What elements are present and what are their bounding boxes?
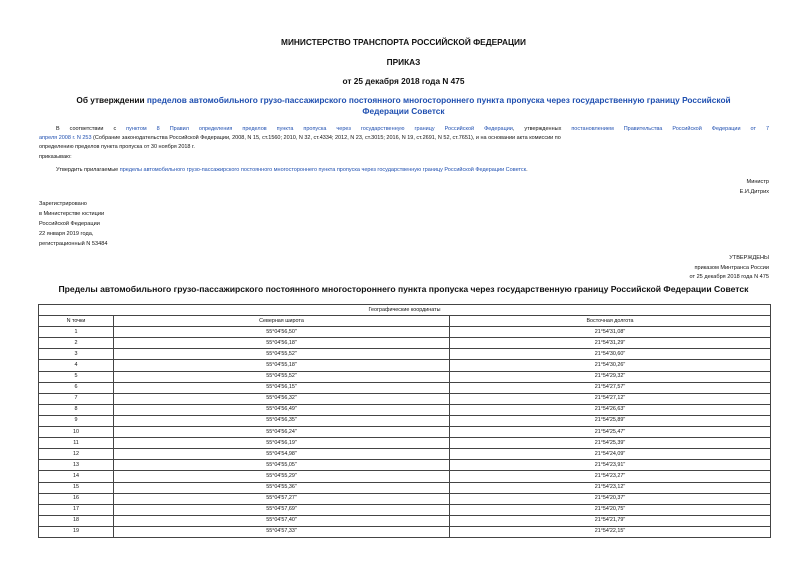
cell-latitude: 55°04'56,50" xyxy=(114,327,450,338)
table-header-row xyxy=(39,316,771,327)
cell-point-number: 17 xyxy=(39,504,114,515)
cell-point-number: 6 xyxy=(39,382,114,393)
table-group-header-row xyxy=(39,305,771,316)
table-row xyxy=(39,393,771,404)
table-row xyxy=(39,338,771,349)
cell-point-number: 12 xyxy=(39,449,114,460)
table-row xyxy=(39,515,771,526)
column-header-latitude: Северная широта xyxy=(114,316,450,327)
cell-point-number: 4 xyxy=(39,360,114,371)
approved-line3: от 25 декабря 2018 года N 475 xyxy=(689,274,769,280)
cell-latitude: 55°04'56,19" xyxy=(114,438,450,449)
cell-longitude: 21°54'22,15" xyxy=(450,526,771,537)
coordinates-table xyxy=(38,304,771,538)
cell-latitude: 55°04'56,15" xyxy=(114,382,450,393)
order-title-link[interactable]: пределов автомобильного грузо-пассажирского постоянного многостороннего пункта пропуска через государственную границу Российской xyxy=(146,95,731,105)
cell-longitude: 21°54'30,60" xyxy=(450,349,771,360)
cell-point-number: 5 xyxy=(39,371,114,382)
table-row xyxy=(39,349,771,360)
cell-longitude: 21°54'31,29" xyxy=(450,338,771,349)
order-title-prefix: Об утверждении xyxy=(76,95,147,105)
order-title-line1 xyxy=(0,95,807,105)
cell-point-number: 3 xyxy=(39,349,114,360)
signature-name: Е.И.Дитрих xyxy=(739,189,769,195)
cell-point-number: 7 xyxy=(39,393,114,404)
preamble-text: (Собрание законодательства Российской Федерации, 2008, N 15, ст.1560; 2010, N 32, ст.4334; 2012, N 23, ст.3015; 2016, N 19, ст.2691, N 52, ст.7651), и на основании акта комиссии по xyxy=(91,135,561,141)
cell-longitude: 21°54'20,37" xyxy=(450,493,771,504)
cell-point-number: 14 xyxy=(39,471,114,482)
cell-longitude: 21°54'27,12" xyxy=(450,393,771,404)
table-row xyxy=(39,482,771,493)
column-header-number: N точки xyxy=(39,316,114,327)
cell-point-number: 16 xyxy=(39,493,114,504)
ministry-heading: МИНИСТЕРСТВО ТРАНСПОРТА РОССИЙСКОЙ ФЕДЕРАЦИИ xyxy=(281,37,526,47)
order-heading: ПРИКАЗ xyxy=(386,57,421,67)
cell-longitude: 21°54'23,27" xyxy=(450,471,771,482)
cell-longitude: 21°54'29,32" xyxy=(450,371,771,382)
government-decree-link-cont[interactable]: апреля 2008 г. N 253 xyxy=(39,135,92,141)
order-title-link-cont[interactable]: Федерации Советск xyxy=(362,106,445,116)
table-group-header: Географические координаты xyxy=(39,305,771,316)
cell-latitude: 55°04'57,69" xyxy=(114,504,450,515)
government-decree-link[interactable]: постановлением Правительства Российской Федерации от 7 xyxy=(571,126,770,132)
cell-longitude: 21°54'31,08" xyxy=(450,327,771,338)
table-row xyxy=(39,438,771,449)
orders-word: приказываю: xyxy=(39,154,72,160)
cell-latitude: 55°04'57,40" xyxy=(114,515,450,526)
cell-point-number: 2 xyxy=(39,338,114,349)
cell-latitude: 55°04'56,18" xyxy=(114,338,450,349)
preamble-line2 xyxy=(39,134,769,143)
cell-latitude: 55°04'57,33" xyxy=(114,526,450,537)
registration-line2: в Министерстве юстиции xyxy=(39,211,105,217)
order-date-number: от 25 декабря 2018 года N 475 xyxy=(342,76,465,86)
cell-latitude: 55°04'55,18" xyxy=(114,360,450,371)
table-row xyxy=(39,493,771,504)
table-row xyxy=(39,449,771,460)
table-row xyxy=(39,415,771,426)
preamble-line3: определению пределов пункта пропуска от 30 ноября 2018 г. xyxy=(39,144,195,150)
table-row xyxy=(39,382,771,393)
cell-latitude: 55°04'57,27" xyxy=(114,493,450,504)
preamble-text: В соответствии с xyxy=(56,126,127,132)
cell-point-number: 15 xyxy=(39,482,114,493)
cell-latitude: 55°04'56,24" xyxy=(114,427,450,438)
cell-longitude: 21°54'21,79" xyxy=(450,515,771,526)
cell-longitude: 21°54'25,39" xyxy=(450,438,771,449)
cell-point-number: 19 xyxy=(39,526,114,537)
approved-line2: приказом Минтранса России xyxy=(694,265,769,271)
cell-longitude: 21°54'24,09" xyxy=(450,449,771,460)
cell-point-number: 9 xyxy=(39,415,114,426)
cell-longitude: 21°54'20,75" xyxy=(450,504,771,515)
cell-longitude: 21°54'27,57" xyxy=(450,382,771,393)
table-row xyxy=(39,404,771,415)
cell-latitude: 55°04'55,52" xyxy=(114,371,450,382)
cell-latitude: 55°04'55,36" xyxy=(114,482,450,493)
table-row xyxy=(39,371,771,382)
preamble-line1 xyxy=(39,125,769,134)
registration-line3: Российской Федерации xyxy=(39,221,100,227)
signature-position: Министр xyxy=(746,179,769,185)
table-row xyxy=(39,504,771,515)
cell-longitude: 21°54'23,91" xyxy=(450,460,771,471)
table-row xyxy=(39,460,771,471)
preamble-text: , утвержденных xyxy=(512,126,572,132)
cell-latitude: 55°04'56,49" xyxy=(114,404,450,415)
cell-latitude: 55°04'55,52" xyxy=(114,349,450,360)
cell-latitude: 55°04'55,29" xyxy=(114,471,450,482)
cell-longitude: 21°54'25,89" xyxy=(450,415,771,426)
registration-line5: регистрационный N 53484 xyxy=(39,241,108,247)
approve-sentence xyxy=(56,166,776,175)
cell-latitude: 55°04'55,05" xyxy=(114,460,450,471)
cell-point-number: 13 xyxy=(39,460,114,471)
cell-point-number: 8 xyxy=(39,404,114,415)
cell-latitude: 55°04'56,32" xyxy=(114,393,450,404)
table-row xyxy=(39,427,771,438)
cell-point-number: 18 xyxy=(39,515,114,526)
approve-text: . xyxy=(526,167,528,173)
approve-text: Утвердить прилагаемые xyxy=(56,167,120,173)
cell-point-number: 11 xyxy=(39,438,114,449)
cell-latitude: 55°04'54,98" xyxy=(114,449,450,460)
cell-longitude: 21°54'26,63" xyxy=(450,404,771,415)
cell-latitude: 55°04'56,35" xyxy=(114,415,450,426)
column-header-longitude: Восточная долгота xyxy=(450,316,771,327)
table-row xyxy=(39,327,771,338)
cell-longitude: 21°54'25,47" xyxy=(450,427,771,438)
cell-point-number: 1 xyxy=(39,327,114,338)
approved-line1: УТВЕРЖДЕНЫ xyxy=(729,255,769,261)
order-title-line2 xyxy=(0,106,807,116)
registration-line1: Зарегистрировано xyxy=(39,201,87,207)
limits-link[interactable]: пределы автомобильного грузо-пассажирского постоянного многостороннего пункта пропуска через государственную границу Российской Федерации Советск xyxy=(119,167,527,173)
cell-point-number: 10 xyxy=(39,427,114,438)
cell-longitude: 21°54'30,26" xyxy=(450,360,771,371)
table-row xyxy=(39,526,771,537)
annex-title: Пределы автомобильного грузо-пассажирского постоянного многостороннего пункта пропуска через государственную границу Российской Федерации Советск xyxy=(58,284,749,294)
table-row xyxy=(39,471,771,482)
rules-link[interactable]: пунктом 8 Правил определения пределов пункта пропуска через государственную границу Российской Федерации xyxy=(126,126,513,132)
table-body xyxy=(39,327,771,538)
registration-line4: 22 января 2019 года, xyxy=(39,231,94,237)
cell-longitude: 21°54'23,12" xyxy=(450,482,771,493)
table-row xyxy=(39,360,771,371)
